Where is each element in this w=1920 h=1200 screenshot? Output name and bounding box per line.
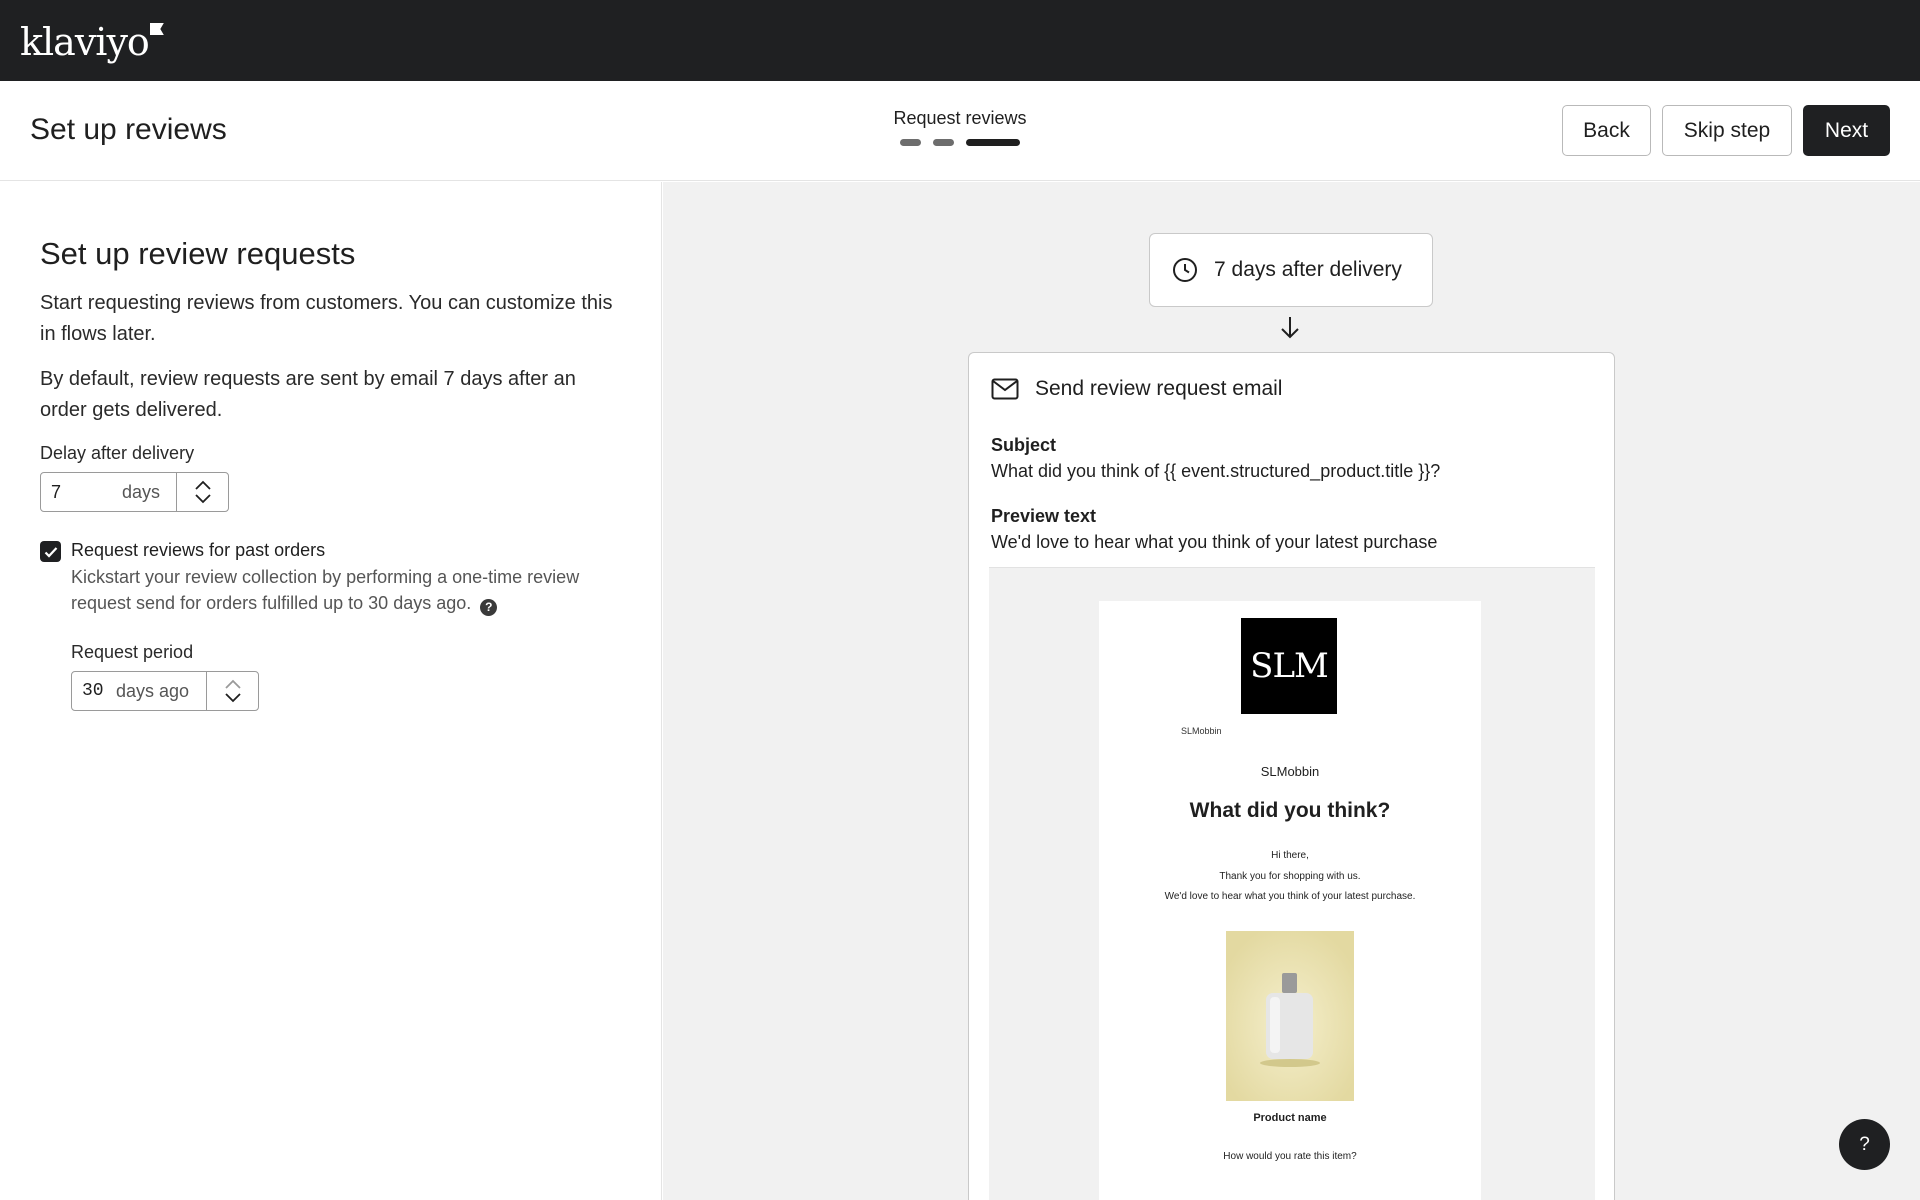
check-icon bbox=[44, 546, 58, 558]
request-period-label: Request period bbox=[71, 642, 194, 662]
preview-text-label: Preview text bbox=[991, 506, 1097, 526]
intro-text: Start requesting reviews from customers. You can customize this in flows later. bbox=[40, 292, 613, 345]
klaviyo-logo[interactable] bbox=[20, 20, 164, 64]
flow-preview-panel bbox=[663, 182, 1920, 1200]
email-thanks: Thank you for shopping with us. bbox=[1219, 871, 1361, 882]
brand-logo: SLM bbox=[1241, 618, 1337, 714]
step-dot-2 bbox=[933, 139, 954, 146]
email-love-text: We'd love to hear what you think of your latest purchase. bbox=[1164, 891, 1416, 902]
past-orders-desc-text: Kickstart your review collection by performing a one-time review request send for orders fulfilled up to 30 days ago. bbox=[71, 567, 580, 613]
delay-stepper-arrows[interactable] bbox=[176, 473, 228, 511]
email-preview-area bbox=[989, 567, 1595, 1200]
email-node-title: Send review request email bbox=[1035, 377, 1283, 400]
settings-panel bbox=[0, 182, 662, 1200]
top-bar bbox=[0, 0, 1920, 81]
skip-step-button[interactable]: Skip step bbox=[1662, 105, 1792, 156]
step-label: Request reviews bbox=[893, 108, 1027, 128]
time-delay-text: 7 days after delivery bbox=[1214, 258, 1402, 281]
chevron-up-icon[interactable] bbox=[194, 480, 212, 491]
default-text: By default, review requests are sent by email 7 days after an order gets delivered. bbox=[40, 368, 576, 421]
next-button[interactable]: Next bbox=[1803, 105, 1890, 156]
step-progress bbox=[860, 139, 1060, 146]
product-name: Product name bbox=[1253, 1112, 1327, 1124]
email-node-card[interactable] bbox=[968, 352, 1615, 1200]
logo-flag-icon bbox=[150, 23, 164, 35]
delay-stepper bbox=[40, 472, 229, 512]
chevron-down-icon[interactable] bbox=[224, 692, 242, 703]
brand-name: SLMobbin bbox=[1260, 764, 1320, 779]
request-period-unit: days ago bbox=[116, 680, 190, 701]
preview-text-value: We'd love to hear what you think of your latest purchase bbox=[991, 532, 1438, 552]
step-dot-3-active bbox=[966, 139, 1020, 146]
time-delay-node[interactable] bbox=[1149, 233, 1433, 307]
request-period-input[interactable] bbox=[72, 681, 112, 701]
subject-value: What did you think of {{ event.structured_product.title }}? bbox=[991, 461, 1441, 481]
arrow-down-icon bbox=[1279, 315, 1301, 341]
help-button[interactable]: ? bbox=[1839, 1119, 1890, 1170]
chevron-up-icon[interactable] bbox=[224, 679, 242, 690]
delay-input[interactable] bbox=[41, 482, 81, 503]
chevron-down-icon[interactable] bbox=[194, 493, 212, 504]
product-image bbox=[1226, 931, 1354, 1101]
email-node-header bbox=[991, 377, 1282, 401]
email-greeting: Hi there, bbox=[1271, 850, 1309, 861]
rate-prompt: How would you rate this item? bbox=[1223, 1151, 1357, 1162]
product-bottle-image bbox=[1226, 931, 1354, 1101]
brand-small-text: SLMobbin bbox=[1181, 726, 1222, 736]
email-title: What did you think? bbox=[1189, 799, 1391, 822]
period-stepper-arrows[interactable] bbox=[206, 672, 258, 710]
request-period-stepper bbox=[71, 671, 259, 711]
back-button[interactable]: Back bbox=[1562, 105, 1651, 156]
step-dot-1 bbox=[900, 139, 921, 146]
mail-icon bbox=[991, 378, 1019, 400]
delay-label: Delay after delivery bbox=[40, 443, 195, 463]
logo-text: klaviyo bbox=[20, 20, 149, 64]
past-orders-description bbox=[71, 564, 631, 616]
clock-icon bbox=[1172, 257, 1198, 283]
email-preview bbox=[1099, 601, 1481, 1200]
subject-label: Subject bbox=[991, 435, 1057, 455]
help-icon[interactable]: ? bbox=[480, 599, 497, 616]
past-orders-label[interactable]: Request reviews for past orders bbox=[71, 540, 326, 560]
past-orders-checkbox[interactable] bbox=[40, 541, 61, 562]
page-header bbox=[0, 81, 1920, 181]
section-title: Set up review requests bbox=[40, 236, 356, 271]
step-indicator bbox=[860, 108, 1060, 146]
page-title: Set up reviews bbox=[30, 113, 227, 146]
delay-unit: days bbox=[121, 481, 160, 502]
